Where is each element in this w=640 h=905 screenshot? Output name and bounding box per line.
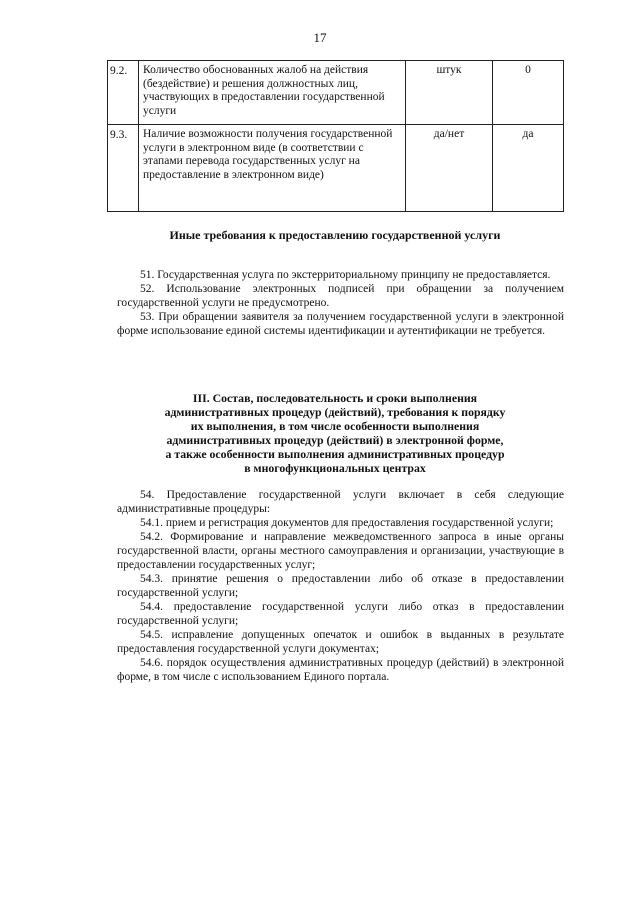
section-heading-other-requirements: Иные требования к предоставлению государственной услуги — [169, 228, 501, 242]
heading-line: их выполнения, в том числе особенности выполнения — [190, 419, 480, 433]
page-number: 17 — [313, 30, 327, 45]
indicator-value: да — [493, 125, 564, 212]
heading-line: III. Состав, последовательность и сроки выполнения — [192, 391, 478, 405]
other-requirements-body — [117, 268, 564, 338]
paragraph-54-1: 54.1. прием и регистрация документов для предоставления государственной услуги; — [140, 517, 554, 529]
indicator-value: 0 — [493, 61, 564, 125]
indicator-name: Количество обоснованных жалоб на действия (бездействие) и решения должностных лиц, участвующих в предоставлении государственной услуги — [139, 61, 406, 125]
row-number: 9.3. — [108, 125, 139, 212]
indicator-name: Наличие возможности получения государственной услуги в электронном виде (в соответствии с этапами перевода государственных услуг на предоставление в электронном виде) — [139, 125, 406, 212]
table-row — [108, 61, 564, 125]
section-iii-body — [117, 488, 564, 684]
heading-line: административных процедур (действий), требования к порядку — [164, 405, 506, 419]
paragraph-53: 53. При обращении заявителя за получением государственной услуги в электронной форме использование единой системы идентификации и аутентификации не требуется. — [117, 311, 564, 337]
heading-line: в многофункциональных центрах — [244, 461, 426, 475]
unit-of-measure: да/нет — [406, 125, 493, 212]
heading-line: а также особенности выполнения административных процедур — [165, 447, 505, 461]
heading-line: административных процедур (действий) в электронной форме, — [166, 433, 504, 447]
paragraph-54-3: 54.3. принятие решения о предоставлении либо об отказе в предоставлении государственной услуги; — [117, 573, 564, 599]
paragraph-54: 54. Предоставление государственной услуги включает в себя следующие административные процедуры: — [117, 489, 564, 515]
paragraph-54-6: 54.6. порядок осуществления административных процедур (действий) в электронной форме, в том числе с использованием Единого портала. — [117, 657, 564, 683]
paragraph-54-5: 54.5. исправление допущенных опечаток и ошибок в выданных в результате предоставления государственной услуги документах; — [117, 629, 564, 655]
paragraph-54-4: 54.4. предоставление государственной услуги либо отказ в предоставлении государственной услуги; — [117, 601, 564, 627]
indicators-table — [107, 60, 564, 212]
section-heading-iii — [100, 391, 570, 475]
row-number: 9.2. — [108, 61, 139, 125]
unit-of-measure: штук — [406, 61, 493, 125]
paragraph-52: 52. Использование электронных подписей при обращении за получением государственной услуги не предусмотрено. — [117, 283, 564, 309]
paragraph-51: 51. Государственная услуга по экстерриториальному принципу не предоставляется. — [140, 269, 551, 281]
table-row — [108, 125, 564, 212]
paragraph-54-2: 54.2. Формирование и направление межведомственного запроса в иные органы государственной власти, органы местного самоуправления и организации, участвующие в предоставлении государственных услуг; — [117, 531, 564, 571]
